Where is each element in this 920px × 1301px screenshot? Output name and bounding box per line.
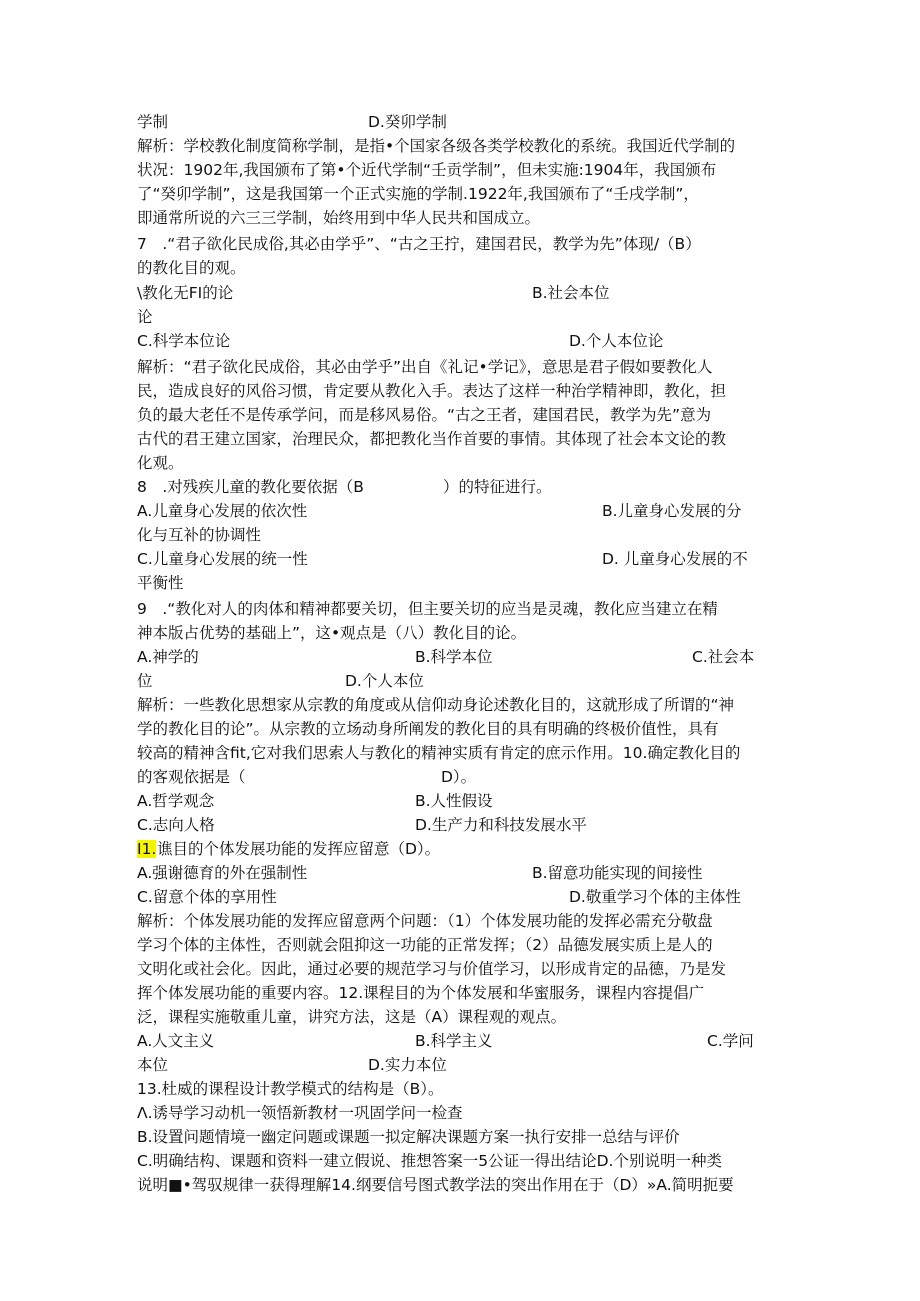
text-segment: 解析：一些教化思想家从宗教的角度或从信仰动身论述教化目的，这就形成了所谓的“神	[137, 696, 735, 714]
text-segment: 谯目的个体发展功能的发挥应留意（D）。	[157, 840, 441, 858]
option-c: C.明确结构、课题和资料一建立假说、推想答案一5公证一得出结论D.个别说明一种类	[137, 1152, 722, 1170]
option-a: Λ.诱导学习动机一领悟新教材一巩固学问一检查	[137, 1104, 463, 1122]
text-segment: 的教化目的观。	[137, 259, 246, 277]
text-segment: 平衡性	[137, 574, 184, 592]
text-segment: 9 .“教化对人的肉体和精神都要关切，但主要关切的应当是灵魂，教化应当建立在精	[137, 600, 718, 618]
text-segment: 说明■•驾驭规律一获得理解14.纲要信号图式教学法的突出作用在于（D）»A.简明扼要	[137, 1176, 734, 1194]
text-segment: 文明化或社会化。因此，通过必要的规范学习与价值学习，以形成肯定的品德，乃是发	[137, 960, 727, 978]
answer-text: D）。	[441, 768, 477, 786]
option-c: C.志向人格	[137, 816, 215, 834]
text-segment: 位	[137, 672, 153, 690]
text-segment: 解析：“君子欲化民成俗，其必由学乎”出自《礼记•学记》，意思是君子假如要教化人	[137, 358, 713, 376]
text-segment: 神本版占优势的基础上”，这•观点是（八）教化目的论。	[137, 624, 527, 642]
option-d: D. 儿童身心发展的不	[602, 550, 748, 568]
option-c: C.社会本	[692, 648, 755, 666]
option-a: A.人文主义	[137, 1032, 215, 1050]
text-segment: 论	[137, 308, 153, 326]
option-d: D.敬重学习个体的主体性	[569, 888, 741, 906]
text-segment: 即通常所说的六三三学制，始终用到中华人民共和国成立。	[137, 209, 541, 227]
text-segment: 本位	[137, 1056, 169, 1074]
option-c: C.学问	[707, 1032, 754, 1050]
option-c: C.留意个体的享用性	[137, 888, 277, 906]
text-segment: 较高的精神含fit,它对我们思索人与教化的精神实质有肯定的庶示作用。10.确定教化目的	[137, 744, 741, 762]
text-segment: 负的最大老任不是传承学问，而是移风易俗。“古之王者，建国君民，教学为先”意为	[137, 406, 712, 424]
text-segment: 化观。	[137, 454, 184, 472]
text-segment: 13.杜威的课程设计教学模式的结构是（B）。	[137, 1080, 444, 1098]
option-a: A.强谢德育的外在强制性	[137, 864, 308, 882]
text-segment: 的客观依据是（	[137, 768, 246, 786]
text-highlight: I1.	[137, 840, 157, 858]
option-c: C.科学本位论	[137, 332, 231, 350]
option-d: D.实力本位	[368, 1056, 447, 1074]
text-segment: 状况：1902年,我国颁布了第•个近代学制“壬贡学制”，但未实施:1904年，我国颁布	[137, 161, 717, 179]
text-segment: 解析：学校教化制度简称学制，是指•个国家各级各类学校教化的系统。我国近代学制的	[137, 137, 736, 155]
option-d: D.个人本位论	[569, 332, 664, 350]
option-b: B.社会本位	[532, 284, 610, 302]
text-segment: 古代的君王建立国家，治理民众，都把教化当作首要的事情。其体现了社会本文论的教	[137, 430, 727, 448]
option-b: B.留意功能实现的间接性	[532, 864, 703, 882]
option-b: B.儿童身心发展的分	[602, 502, 742, 520]
option-d: D.生产力和科技发展水平	[415, 816, 587, 834]
text-segment: 泛，课程实施敬重儿童，讲究方法，这是（A）课程观的观点。	[137, 1008, 567, 1026]
text-segment: 挥个体发展功能的重要内容。12.课程目的为个体发展和华蜜服务，课程内容提倡广	[137, 984, 705, 1002]
option-d: D.个人本位	[345, 672, 424, 690]
option-b: B.科学本位	[415, 648, 493, 666]
text-segment: 学制	[137, 113, 169, 131]
option-a: A.神学的	[137, 648, 199, 666]
text-segment: 民，造成良好的风俗习惯，肯定要从教化入手。表达了这样一种治学精神即，教化，担	[137, 382, 727, 400]
option-c: C.儿童身心发展的统一性	[137, 550, 308, 568]
text-segment: 学的教化目的论”。从宗教的立场动身所阐发的教化目的具有明确的终极价值性，具有	[137, 720, 719, 738]
option-b: B.人性假设	[415, 792, 493, 810]
text-segment: 了“癸卯学制”，这是我国第一个正式实施的学制.1922年,我国颁布了“壬戌学制”，	[137, 185, 699, 203]
text-segment: ）的特征进行。	[443, 478, 552, 496]
option-d: D.癸卯学制	[368, 113, 447, 131]
option-a: \教化无FI的论	[137, 284, 234, 302]
text-segment: 7 .“君子欲化民成俗,其必由学乎”、“古之王拧，建国君民，教学为先”体现/（B）	[137, 235, 701, 253]
text-segment: 解析：个体发展功能的发挥应留意两个问题：（1）个体发展功能的发挥必需充分敬盘	[137, 912, 713, 930]
text-segment: 8 .对残疾儿童的教化要依据（B	[137, 478, 364, 496]
option-a: A.哲学观念	[137, 792, 215, 810]
question-number	[137, 837, 156, 861]
text-segment: 学习个体的主体性，否则就会阻抑这一功能的正常发挥；（2）品德发展实质上是人的	[137, 936, 713, 954]
text-segment: 化与互补的协调性	[137, 526, 262, 544]
option-a: A.儿童身心发展的依次性	[137, 502, 308, 520]
option-b: B.设置问题情境一幽定问题或课题一拟定解决课题方案一执行安排一总结与评价	[137, 1128, 680, 1146]
option-b: B.科学主义	[415, 1032, 493, 1050]
